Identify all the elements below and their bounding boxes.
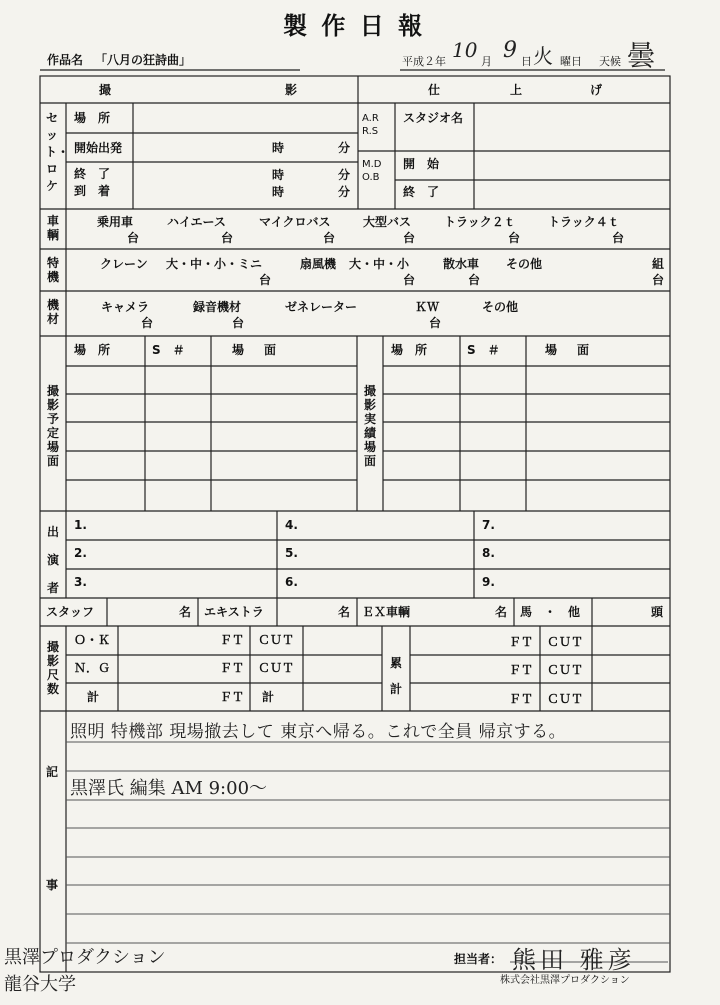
ex-vehicle-label: ＥＸ車輌: [362, 605, 411, 619]
manager-signature: 熊田 雅彦: [512, 946, 636, 974]
weekday-label: 曜日: [560, 55, 582, 68]
footage-total: 計: [87, 690, 100, 704]
footage-label: 撮影尺数: [46, 640, 59, 696]
vehicle-hiace: ハイエース: [167, 215, 226, 229]
shoot-header-2: 影: [285, 83, 298, 97]
plan-col-scene: 場 面: [232, 343, 281, 357]
day-label: 日: [521, 55, 532, 68]
company-name: 株式会社黒澤プロダクション: [500, 975, 630, 986]
studio-label: スタジオ名: [403, 111, 464, 125]
end-hour: 時: [272, 168, 285, 182]
month-handwritten: 10: [452, 38, 478, 62]
equipment-sound: 録音機材: [193, 300, 242, 314]
form-title: 製 作 日 報: [283, 12, 426, 40]
manager-label: 担当者：: [454, 952, 503, 966]
month-label: 月: [481, 55, 492, 68]
cum-ft-1: ＦＴ: [509, 635, 534, 649]
planned-scenes-label: 撮影予定場面: [46, 384, 59, 468]
vehicle-unit-2: 台: [221, 231, 234, 245]
archive-stamp: 黒澤プロダクション: [4, 947, 166, 968]
cast-no-9: 9.: [482, 575, 495, 589]
equipment-label: 機材: [46, 298, 59, 326]
ex-vehicle-unit: 名: [495, 605, 508, 619]
cast-label: 出演者: [46, 525, 59, 595]
plan-col-place: 場 所: [74, 343, 111, 357]
finish-label: 終 了: [403, 185, 440, 199]
notes-line-1: 照明 特機部 現場撤去して 東京へ帰る。これで全員 帰京する。: [70, 722, 567, 742]
finish-header-2: 上: [510, 83, 523, 97]
vehicle-label: 車輌: [46, 214, 59, 242]
special-set-unit: 組: [652, 257, 665, 271]
special-sprinkler: 散水車: [443, 257, 480, 271]
vehicle-microbus: マイクロバス: [259, 215, 331, 229]
actual-scenes-label: 撮影実績場面: [363, 384, 376, 468]
special-other: その他: [506, 257, 543, 271]
equipment-unit-3: 台: [429, 316, 442, 330]
cast-no-7: 7.: [482, 518, 495, 532]
notes-label-1: 記: [46, 765, 59, 779]
cum-cut-2: ＣＵＴ: [547, 663, 584, 677]
footage-ft-1: ＦＴ: [220, 633, 245, 647]
special-crane-size: 大・中・小・ミニ: [166, 257, 263, 271]
vehicle-unit-6: 台: [612, 231, 625, 245]
special-label: 特機: [46, 256, 59, 284]
finish-header-3: げ: [590, 83, 603, 97]
vehicle-unit-3: 台: [323, 231, 336, 245]
end-minute: 分: [338, 168, 351, 182]
staff-label: スタッフ: [46, 605, 95, 619]
equipment-unit-2: 台: [232, 316, 245, 330]
vehicle-bus: 大型バス: [363, 215, 412, 229]
vehicle-unit-5: 台: [508, 231, 521, 245]
equipment-camera: キャメラ: [101, 300, 150, 314]
footage-total-2: 計: [262, 690, 275, 704]
cum-cut-1: ＣＵＴ: [547, 635, 584, 649]
cum-ft-2: ＦＴ: [509, 663, 534, 677]
plan-col-s: S ＃: [152, 343, 185, 357]
special-fan-size: 大・中・小: [349, 257, 410, 271]
extra-unit: 名: [338, 605, 351, 619]
cast-no-2: 2.: [74, 546, 87, 560]
cumulative-label: 累計: [389, 656, 402, 696]
actual-col-place: 場 所: [391, 343, 428, 357]
shoot-header-1: 撮: [99, 83, 112, 97]
weekday-handwritten: 火: [533, 44, 553, 68]
work-title-label: 作品名: [47, 53, 84, 67]
equipment-kw: ＫＷ: [415, 300, 440, 314]
actual-col-scene: 場 面: [545, 343, 594, 357]
start-label: 開 始: [403, 157, 440, 171]
cast-no-6: 6.: [285, 575, 298, 589]
depart-hour: 時: [272, 141, 285, 155]
footage-cut-1: ＣＵＴ: [258, 633, 295, 647]
notes-label-2: 事: [46, 878, 59, 892]
day-handwritten: 9: [503, 38, 517, 63]
end-label: 終 了: [74, 167, 111, 181]
special-crane: クレーン: [100, 257, 148, 271]
equipment-unit-1: 台: [141, 316, 154, 330]
staff-unit: 名: [179, 605, 192, 619]
work-title-value: 「八月の狂詩曲」: [95, 53, 192, 67]
depart-minute: 分: [338, 141, 351, 155]
special-unit-3: 台: [468, 273, 481, 287]
special-unit-4: 台: [652, 273, 665, 287]
vehicle-unit-1: 台: [127, 231, 140, 245]
cast-no-8: 8.: [482, 546, 495, 560]
special-fan: 扇風機: [300, 257, 337, 271]
vehicle-unit-4: 台: [403, 231, 416, 245]
notes-line-2: 黒澤氏 編集 AM 9:00〜: [70, 778, 268, 799]
horse-unit: 頭: [651, 605, 664, 619]
cum-cut-3: ＣＵＴ: [547, 692, 584, 706]
footage-ok: Ｏ・Ｋ: [74, 633, 111, 647]
weather-label: 天候: [599, 55, 621, 68]
ar-rs-label: A.R R.S: [362, 113, 379, 137]
footage-ft-3: ＦＴ: [220, 690, 245, 704]
horse-label: 馬 ・ 他: [520, 605, 581, 619]
era-label: 平成２年: [402, 55, 446, 68]
vehicle-truck-2t: トラック２ｔ: [444, 215, 516, 229]
cast-no-3: 3.: [74, 575, 87, 589]
cast-no-1: 1.: [74, 518, 87, 532]
cast-no-5: 5.: [285, 546, 298, 560]
cum-ft-3: ＦＴ: [509, 692, 534, 706]
equipment-generator: ゼネレーター: [285, 300, 358, 314]
place-label: 場 所: [74, 111, 111, 125]
equipment-other: その他: [482, 300, 519, 314]
weather-handwritten: 曇: [627, 39, 656, 72]
footage-cut-2: ＣＵＴ: [258, 661, 295, 675]
footage-ft-2: ＦＴ: [220, 661, 245, 675]
set-location-label: セット・ロケ: [45, 111, 70, 193]
extra-label: エキストラ: [204, 605, 264, 619]
special-unit-2: 台: [403, 273, 416, 287]
footage-ng: Ｎ．Ｇ: [74, 661, 111, 675]
arrive-hour: 時: [272, 185, 285, 199]
finish-header-1: 仕: [428, 83, 441, 97]
md-ob-label: M.D O.B: [362, 159, 382, 183]
actual-col-s: S ＃: [467, 343, 500, 357]
arrive-label: 到 着: [74, 184, 111, 198]
cast-no-4: 4.: [285, 518, 298, 532]
special-unit-1: 台: [259, 273, 272, 287]
arrive-minute: 分: [338, 185, 351, 199]
vehicle-truck-4t: トラック４ｔ: [548, 215, 620, 229]
depart-label: 開始出発: [74, 141, 123, 155]
vehicle-sedan: 乗用車: [97, 215, 134, 229]
archive-stamp-2: 龍谷大学: [4, 974, 76, 995]
